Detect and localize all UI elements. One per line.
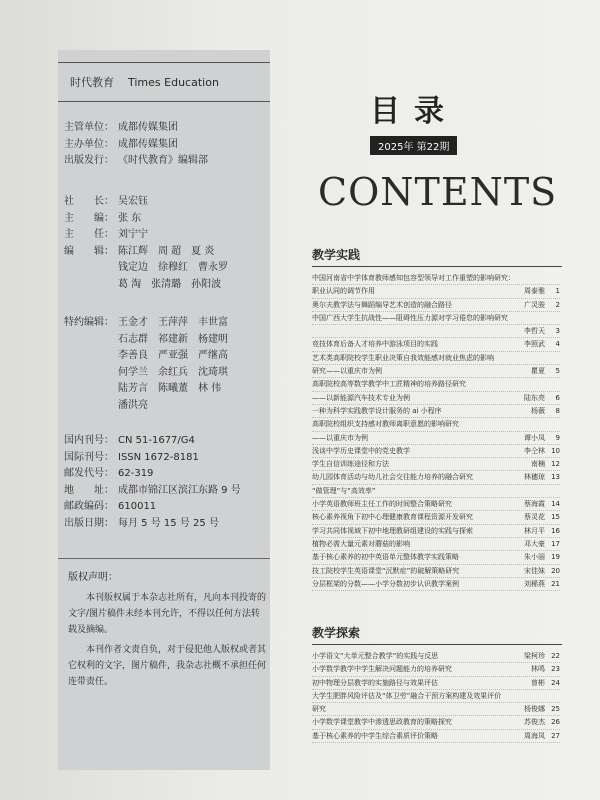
sponsor-units (64, 120, 208, 170)
staff-line (64, 194, 228, 211)
special-editor-value: 潘洪亮 (118, 399, 148, 411)
entry-author: 李哲天 (524, 327, 545, 336)
entry-title[interactable]: 初中物理分层教学的实施路径与效果评估 (312, 678, 438, 687)
toc-entry[interactable] (312, 578, 560, 591)
staff-value: 钱定边 徐穆红 曹永罗 (118, 262, 228, 273)
staff-line (64, 244, 228, 261)
entry-title[interactable]: 核心素养视角下初中心理健康教育课程资源开发研究 (312, 513, 473, 522)
contents-heading: CONTENTS (318, 170, 558, 214)
entry-author: 苏俊杰 (524, 718, 545, 727)
entry-title[interactable]: 植物必需大量元素对蘑菇的影响 (312, 539, 410, 548)
toc-entry[interactable] (312, 325, 560, 338)
toc-entry[interactable] (312, 285, 560, 298)
entry-author: 林月平 (524, 526, 545, 535)
entry-author-page (522, 299, 560, 311)
entry-author-page (522, 716, 560, 728)
masthead-cn: 时代教育 (70, 76, 114, 89)
entry-author: 广灵骏 (524, 300, 545, 309)
toc-entry[interactable] (312, 565, 560, 578)
pub-line (64, 433, 241, 450)
staff-label: 主 编： (64, 212, 114, 224)
entry-title[interactable]: 高职院校组织支持感对教师离职意愿的影响研究 (312, 420, 459, 429)
issue-badge: 2025年 第22期 (370, 136, 457, 155)
entry-title[interactable]: 技工院校学生英语课堂“沉默症”的破解策略研究 (312, 566, 460, 575)
toc-entry[interactable] (312, 525, 560, 538)
special-editor-line (64, 365, 228, 382)
entry-author: 梁柯珍 (524, 652, 545, 660)
masthead-en: Times Education (128, 75, 219, 89)
entry-title[interactable]: 小学数学课堂教学中渗透思政教育的策略探究 (312, 718, 452, 727)
entry-author-page (543, 690, 560, 702)
entry-title[interactable]: 基于核心素养的中学生综合素质评价策略 (312, 731, 438, 740)
staff-value: 陈江辉 周 超 夏 炎 (118, 245, 215, 257)
entry-author-page (543, 485, 560, 497)
entry-author-page (522, 285, 560, 297)
entry-author-page (522, 432, 560, 444)
entry-author: 林鸣 (531, 665, 545, 674)
toc-entry[interactable] (312, 677, 560, 690)
toc-entry[interactable] (312, 716, 560, 729)
toc-entry[interactable] (312, 445, 560, 458)
entry-title[interactable]: 研究 (312, 705, 326, 714)
info-panel (58, 50, 270, 770)
entry-author-page (543, 272, 560, 284)
entry-author: 周泰雅 (524, 287, 545, 296)
staff-label: 编 辑： (64, 245, 114, 257)
entry-author: 朱小丽 (524, 553, 545, 562)
entry-page: 14 (551, 500, 560, 509)
entry-author-page (529, 663, 560, 675)
entry-author-page (529, 458, 560, 470)
entry-title[interactable]: 职业认同的调节作用 (312, 287, 375, 296)
entry-author-page (522, 511, 560, 523)
pub-value: 每月 5 号 15 号 25 号 (118, 517, 219, 529)
toc-entry[interactable] (312, 378, 560, 391)
entry-title[interactable]: 基于核心素养的初中英语单元整体教学实践策略 (312, 553, 459, 562)
staff-value: 葛 淘 张清璐 孙阳波 (118, 278, 222, 290)
pub-line (64, 499, 241, 516)
copyright-p1: 本刊版权属于本杂志社所有，凡向本刊投寄的文字/图片稿件未经本刊允许，不得以任何方法转载及摘编。 (68, 593, 267, 635)
toc-entry[interactable] (312, 730, 560, 743)
entry-page: 2 (555, 300, 560, 309)
entry-page: 25 (551, 705, 560, 714)
divider (58, 558, 270, 559)
entry-page: 22 (551, 652, 560, 660)
staff-line (64, 211, 228, 228)
pub-line (64, 516, 241, 533)
special-editor-line (64, 348, 228, 365)
entry-author-page (522, 338, 560, 350)
pub-label: 邮发代号： (64, 468, 114, 479)
entry-author: 林穗琼 (524, 473, 545, 482)
entry-page: 3 (555, 327, 560, 336)
staff-label: 社 长： (64, 196, 114, 207)
entry-author-page (522, 538, 560, 550)
entry-page: 16 (551, 526, 560, 535)
toc-entry[interactable] (312, 352, 560, 365)
entry-title[interactable]: 分层框架的分数——小学分数初步认识教学案例 (312, 579, 459, 588)
masthead (58, 62, 270, 102)
entry-author-page (522, 498, 560, 510)
pub-value: ISSN 1672-8181 (118, 451, 199, 463)
toc-entry[interactable] (312, 703, 560, 716)
entry-author: 蔡海霞 (524, 500, 545, 509)
entry-page: 12 (551, 460, 560, 469)
special-editor-line (64, 332, 228, 349)
special-editor-value: 王金才 王萍萍 丰世富 (118, 317, 228, 328)
special-editor-line (64, 315, 228, 332)
entry-author: 宋佳妹 (524, 566, 545, 575)
pub-line (64, 483, 241, 500)
entry-title[interactable]: 艺术类高职院校学生职业决策自我效能感对就业焦虑的影响 (312, 353, 494, 362)
special-editors (64, 315, 228, 414)
staff-line (64, 260, 228, 277)
toc-entry[interactable] (312, 485, 560, 498)
entry-page: 26 (551, 718, 560, 727)
entry-author-page (522, 650, 560, 662)
entry-page: 4 (555, 340, 560, 349)
unit-line (64, 153, 208, 170)
entry-title[interactable]: 幼儿园体育活动与幼儿社会交往能力培养的融合研究 (312, 473, 473, 482)
toc-entry[interactable] (312, 272, 560, 285)
entry-author-page (522, 565, 560, 577)
page-title: 目录 (370, 94, 458, 129)
toc-entry[interactable] (312, 312, 560, 325)
entry-author: 李仝林 (524, 446, 545, 455)
section-rule (312, 266, 562, 267)
entry-author: 谭小凤 (524, 433, 545, 442)
entry-title[interactable]: 浅谈中学历史课堂中的党史教学 (312, 446, 410, 455)
staff-line (64, 277, 228, 294)
toc-entry[interactable] (312, 299, 560, 312)
copyright-p2: 本刊作者文责自负，对于侵犯他人版权或者其它权利的文字，图片稿件，我杂志社概不承担任何连带责任。 (68, 645, 267, 687)
entry-author-page (529, 405, 560, 417)
entry-author-page (522, 471, 560, 483)
entry-page: 21 (551, 579, 560, 588)
toc-entry[interactable] (312, 432, 560, 445)
entry-title[interactable]: ——以新能源汽车技术专业为例 (312, 393, 410, 402)
entry-title[interactable]: 高职院校高等数学教学中工匠精神的培养路径研究 (312, 380, 466, 389)
entry-page: 8 (555, 406, 560, 415)
unit-value: 成都传媒集团 (118, 122, 178, 133)
entry-title[interactable]: 竞技体育后备人才培养中游泳项目的实践 (312, 340, 438, 349)
special-editor-line (64, 381, 228, 398)
entry-page: 5 (555, 367, 560, 376)
entry-title[interactable]: 小学英语教师班主任工作的时间整合策略研究 (312, 500, 452, 509)
entry-title[interactable]: 小学语文“大单元整合教学”的实践与反思 (312, 652, 439, 660)
entry-title[interactable]: 中国广西大学生抗战性——阻碍性压力源对学习倦怠的影响研究 (312, 313, 508, 322)
special-editor-value: 石志群 祁建新 杨建明 (118, 333, 228, 345)
toc-entry[interactable] (312, 511, 560, 524)
toc-entry[interactable] (312, 418, 560, 431)
entry-title[interactable]: ——以重庆市为例 (312, 433, 368, 442)
entry-author: 李照武 (524, 340, 545, 349)
staff-value: 张 东 (118, 212, 142, 224)
entry-author: 蔡灵花 (524, 513, 545, 522)
toc-entry[interactable] (312, 551, 560, 564)
pub-line (64, 466, 241, 483)
entry-title[interactable]: 学生自信训练途径和方法 (312, 460, 389, 469)
pub-label: 国际刊号： (64, 451, 114, 463)
entry-author: 曾彬 (531, 678, 545, 687)
unit-label: 出版发行： (64, 155, 114, 166)
pub-label: 国内刊号： (64, 435, 114, 446)
toc-entries (312, 272, 560, 591)
entry-author-page (543, 378, 560, 390)
entry-author-page (529, 677, 560, 689)
entry-page: 6 (555, 393, 560, 402)
unit-value: 成都传媒集团 (118, 138, 178, 150)
toc-entry[interactable] (312, 365, 560, 378)
entry-author-page (522, 551, 560, 563)
entry-page: 9 (555, 433, 560, 442)
entry-page: 24 (551, 678, 560, 687)
special-editor-line (64, 398, 228, 415)
bleed-through-text (290, 30, 590, 90)
entry-page: 20 (551, 566, 560, 575)
special-editor-value: 陆芳言 陈曦董 林 伟 (118, 383, 222, 394)
pub-label: 地 址： (64, 484, 114, 496)
toc-entry[interactable] (312, 690, 560, 703)
entry-title[interactable]: 小学数学教学中学生解决问题能力的培养研究 (312, 665, 452, 674)
entry-page: 23 (551, 665, 560, 674)
entry-author: 陆东亮 (524, 393, 545, 402)
entry-title[interactable]: 一种为科学实践教学设计服务的 ai 小程序 (312, 406, 442, 415)
staff-value: 刘宁宁 (118, 229, 148, 240)
entry-author-page (522, 525, 560, 537)
entry-author-page (543, 352, 560, 364)
entry-title[interactable]: 奥尔夫教学法与舞蹈编导艺术创造的融合路径 (312, 300, 452, 309)
toc-entry[interactable] (312, 338, 560, 351)
staff-label: 主 任： (64, 229, 114, 240)
special-editor-value: 李善良 严亚强 严继高 (118, 350, 228, 361)
entry-author-page (522, 325, 560, 337)
pub-label: 出版日期： (64, 517, 114, 529)
entry-title[interactable]: 研究——以重庆市为例 (312, 367, 382, 376)
unit-label: 主管单位： (64, 122, 114, 133)
unit-line (64, 120, 208, 137)
entry-author-page (543, 312, 560, 324)
staff-line (64, 227, 228, 244)
entry-page: 13 (551, 473, 560, 482)
entry-author-page (543, 418, 560, 430)
entry-page: 19 (551, 553, 560, 562)
pub-value: 62-319 (118, 468, 154, 479)
toc-entry[interactable] (312, 498, 560, 511)
entry-page: 17 (551, 539, 560, 548)
entry-page: 1 (555, 287, 560, 296)
entry-author: 邓大豪 (524, 539, 545, 548)
entry-author: 瞿夏 (531, 367, 545, 376)
entry-author: 杨薇 (531, 406, 545, 415)
section-rule (312, 644, 562, 645)
entry-author-page (522, 578, 560, 590)
toc-entry[interactable] (312, 650, 560, 663)
unit-value: 《时代教育》编辑部 (118, 155, 208, 166)
unit-label: 主办单位： (64, 138, 114, 150)
entry-author-page (522, 730, 560, 742)
section-heading: 教学探索 (312, 626, 361, 640)
entry-author-page (522, 392, 560, 404)
unit-line (64, 137, 208, 154)
toc-entry[interactable] (312, 471, 560, 484)
publication-info (64, 433, 241, 532)
copyright-heading: 版权声明： (68, 572, 118, 583)
pub-value: 610011 (118, 501, 157, 512)
toc-entry[interactable] (312, 405, 560, 418)
special-editor-label: 特约编辑： (64, 317, 114, 328)
entry-title[interactable]: 学习共同体视域下初中地理教研组建设的实践与探索 (312, 526, 473, 535)
toc-entry[interactable] (312, 458, 560, 471)
pub-value: 成都市锦江区滨江东路 9 号 (118, 484, 241, 496)
entry-page: 15 (551, 513, 560, 522)
entry-author-page (522, 445, 560, 457)
toc-entry[interactable] (312, 538, 560, 551)
copyright-notice (68, 570, 266, 690)
entry-author-page (529, 365, 560, 377)
section-heading: 教学实践 (312, 248, 361, 262)
special-editor-value: 何学兰 余红兵 沈琦琪 (118, 366, 228, 378)
toc-entries (312, 650, 560, 743)
entry-title[interactable]: 大学生肥胖风险评估及“体卫劳”融合干预方案构建及效果评价 (312, 691, 502, 700)
pub-label: 邮政编码： (64, 501, 114, 512)
staff-list (64, 194, 228, 293)
toc-entry[interactable] (312, 663, 560, 676)
pub-line (64, 450, 241, 467)
pub-value: CN 51-1677/G4 (118, 435, 195, 446)
entry-author: 杨俊娜 (524, 705, 545, 714)
entry-title[interactable]: 中国河南省中学体育教师感知包容型领导对工作重塑的影响研究： (312, 274, 515, 282)
entry-page: 10 (551, 446, 560, 455)
entry-author: 南楠 (531, 460, 545, 469)
toc-entry[interactable] (312, 392, 560, 405)
entry-title[interactable]: “做管理”与“高效率” (312, 486, 376, 495)
entry-author: 刘稀燕 (524, 579, 545, 588)
staff-value: 吴宏钰 (118, 196, 148, 207)
entry-page: 27 (551, 731, 560, 740)
entry-author: 周海凤 (524, 731, 545, 740)
entry-author-page (522, 703, 560, 715)
